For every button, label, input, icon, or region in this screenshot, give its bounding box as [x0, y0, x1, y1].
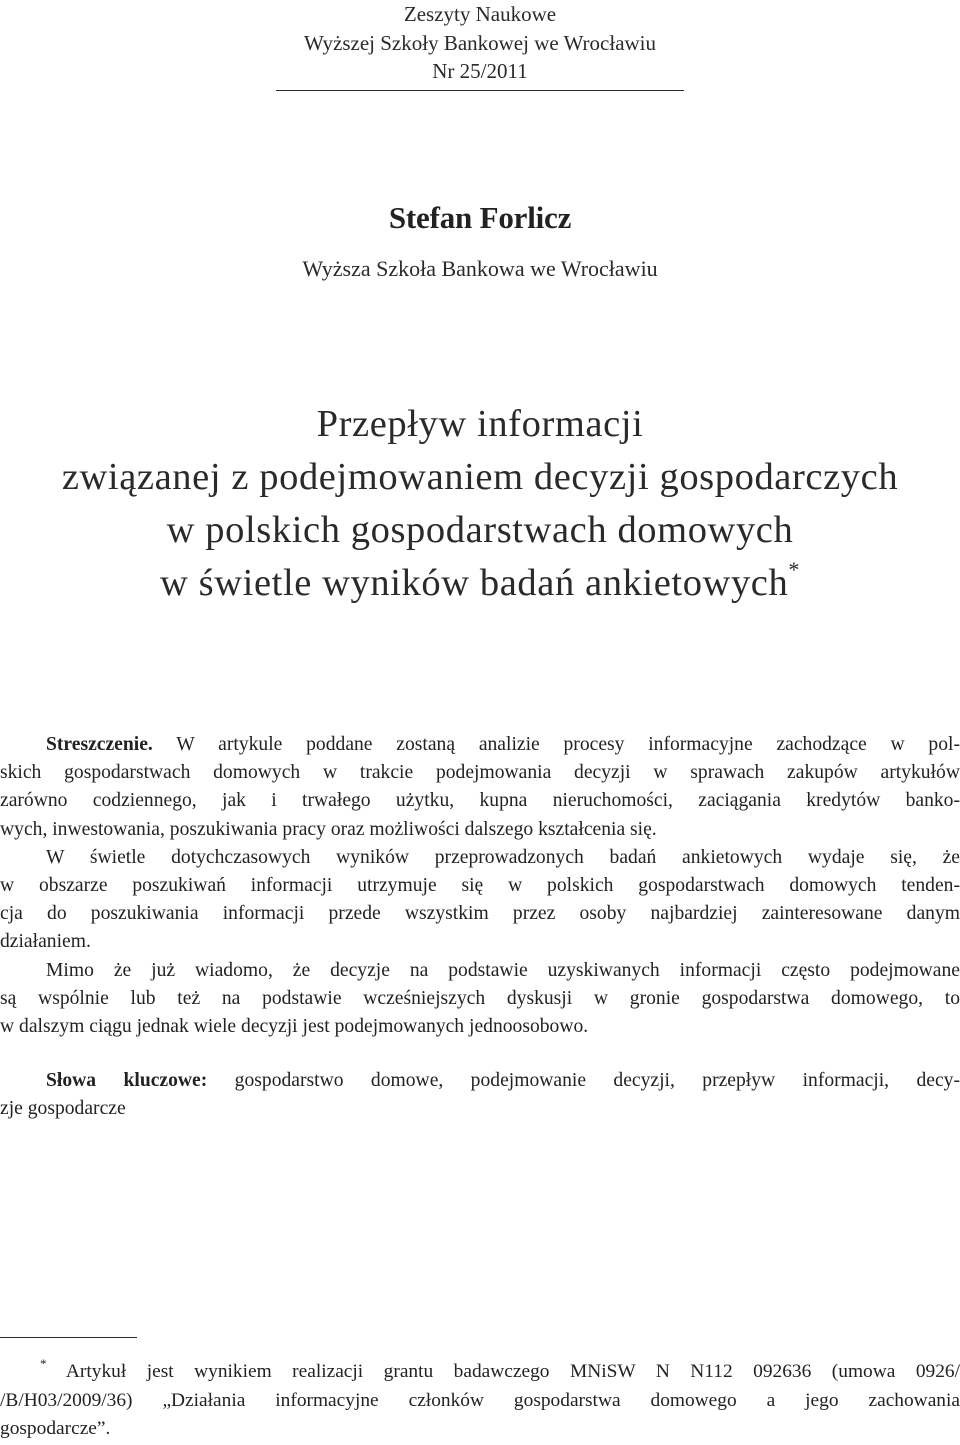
title-line-text: w świetle wyników badań ankietowych	[160, 562, 789, 604]
title-line: związanej z podejmowaniem decyzji gospodarczych	[61, 456, 899, 498]
footnote-line	[0, 1358, 960, 1387]
abstract-label: Streszczenie.	[46, 734, 153, 755]
title-footnote-marker[interactable]: *	[788, 557, 800, 582]
keywords-text: gospodarstwo domowe, podejmowanie decyzji, przepływ informacji, decy-	[207, 1070, 960, 1091]
abstract-line: w dalszym ciągu jednak wiele decyzji jest podejmowanych jednoosobowo.	[0, 1015, 589, 1037]
keywords	[0, 1067, 960, 1123]
abstract-line	[0, 731, 960, 759]
author-affiliation: Wyższa Szkoła Bankowa we Wrocławiu	[302, 256, 658, 281]
journal-header	[0, 0, 960, 86]
footnote-divider	[0, 1337, 137, 1338]
footnote-text: Artykuł jest wynikiem realizacji grantu badawczego MNiSW N N112 092636 (umowa 0926/	[46, 1361, 960, 1382]
abstract	[0, 731, 960, 1041]
abstract-text: W artykule poddane zostaną analizie procesy informacyjne zachodzące w pol-	[152, 734, 960, 755]
abstract-line: działaniem.	[0, 931, 91, 953]
footnote-marker: *	[40, 1356, 47, 1371]
title-line: w polskich gospodarstwach domowych	[166, 509, 794, 551]
footnote-line: /B/H03/2009/36) „Działania informacyjne członków gospodarstwa domowego a jego zachowania	[0, 1389, 960, 1411]
abstract-text: Mimo że już wiadomo, że decyzje na podstawie uzyskiwanych informacji często podejmowane	[46, 959, 960, 981]
abstract-line: cja do poszukiwania informacji przede wszystkim przez osoby najbardziej zainteresowane danym	[0, 903, 960, 925]
title-line: Przepływ informacji	[316, 403, 644, 445]
abstract-text: W świetle dotychczasowych wyników przeprowadzonych badań ankietowych wydaje się, że	[46, 846, 960, 868]
keywords-label: Słowa kluczowe:	[46, 1070, 208, 1091]
journal-issue: Nr 25/2011	[432, 59, 528, 83]
author-name: Stefan Forlicz	[388, 200, 572, 235]
abstract-line: w obszarze poszukiwań informacji utrzymuje się w polskich gospodarstwach domowych tenden-	[0, 874, 960, 896]
footnote-line: gospodarcze”.	[0, 1418, 111, 1439]
footnote	[0, 1358, 960, 1444]
abstract-line: skich gospodarstwach domowych w trakcie podejmowania decyzji w sprawach zakupów artykułów	[0, 762, 960, 784]
article-title	[0, 398, 960, 614]
journal-institution: Wyższej Szkoły Bankowej we Wrocławiu	[303, 30, 657, 55]
abstract-line	[0, 844, 960, 872]
abstract-line: wych, inwestowania, poszukiwania pracy oraz możliwości dalszego kształcenia się.	[0, 818, 657, 840]
abstract-line: są wspólnie lub też na podstawie wcześniejszych dyskusji w gronie gospodarstwa domowego, to	[0, 987, 960, 1009]
abstract-line	[0, 957, 960, 985]
keywords-line: zje gospodarcze	[0, 1098, 126, 1120]
abstract-line: zarówno codziennego, jak i trwałego użytku, kupna nieruchomości, zaciągania kredytów banko-	[0, 790, 960, 812]
journal-name: Zeszyty Naukowe	[403, 2, 557, 26]
header-divider	[276, 90, 684, 91]
keywords-line	[0, 1067, 960, 1095]
title-line	[0, 557, 960, 614]
